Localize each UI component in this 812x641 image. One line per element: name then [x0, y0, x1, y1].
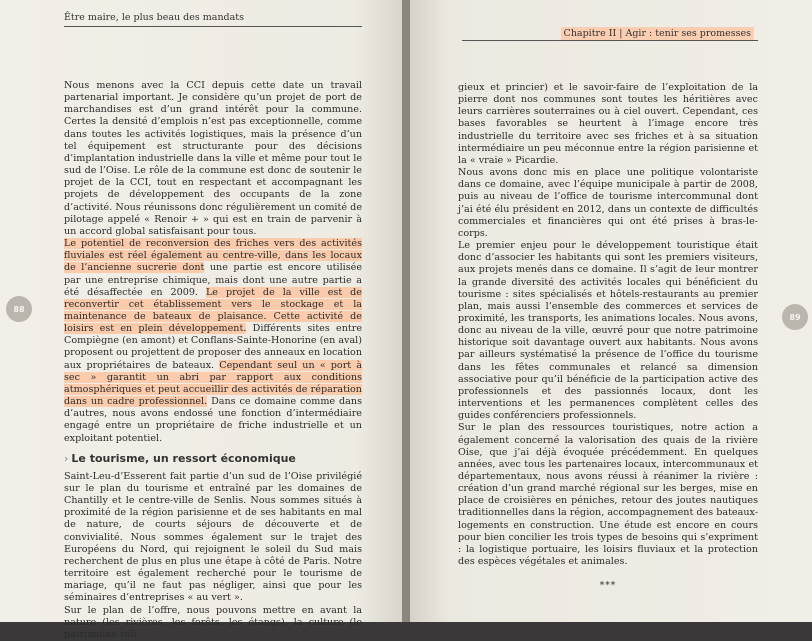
section-heading — [64, 453, 362, 465]
end-mark: *** — [599, 581, 617, 592]
paragraph-segment: une partie est encore utilisée par une entreprise chimique, mais dont une autre partie a été désaffectée en 2009. — [64, 262, 362, 298]
highlighted-segment: Le potentiel de reconversion des friches vers des activités fluviales est réel également au centre-ville, dans les locaux de l’ancienne sucrerie dont — [64, 238, 362, 274]
paragraph-cci — [64, 80, 362, 238]
paragraph-enjeu: Le premier enjeu pour le développement touristique était donc d’associer les habitants qui sont les premiers visiteurs, aux projets menés dans ce domaine. Il s’agit de leur montrer la grande diversité des activités locales qui bénéficient du tourisme : sites spécialisés et hôtels-restaurants au premier plan, mais aussi l’ensemble des commerces et services de proximité, les transports, les animations locales. Nous avons, donc au niveau de la ville, œuvré pour que notre patrimoine historique soit davantage ouvert aux habitants. Nous avons par ailleurs systématisé la présence de l’office du tourisme dans les fêtes communales et relancé sa dimension associative pour qu’il bénéficie de la participation active des professionnels et des passionnés locaux, dont les interventions et les permanences complètent celles des guides conférenciers professionnels. — [458, 240, 758, 422]
paragraph-friches — [64, 238, 362, 445]
highlighted-segment: Cependant seul un « port à sec » garantit un abri par rapport aux conditions atmosphériques et peut accueillir des activités de réparation dans un cadre professionnel. — [64, 359, 363, 408]
paragraph-ressources: Sur le plan des ressources touristiques, notre action a également concerné la valorisation des quais de la rivière Oise, que j’ai déjà évoquée précédemment. En quelques années, avec tous les partenaires locaux, intercommunaux et départementaux, nous avons réussi à réanimer la rivière : création d’un grand marché régional sur les berges, mise en place de croisières en péniches, retour des joutes nautiques traditionnelles dans la région, accompagnement des bateaux-logements en construction. Une étude est encore en cours pour bien concilier les trois types de besoins qui s’expriment : la logistique portuaire, les loisirs fluviaux et la protection des espèces végétales et animales. — [458, 422, 758, 568]
paragraph-offre: Sur le plan de l’offre, nous pouvons mettre en avant la nature (les rivières, les forêts, les étangs), la culture (le patrimoine reli- — [64, 604, 362, 640]
highlighted-segment: Le projet de la ville est de reconvertir cet établissement vers le stockage et la maintenance de bateaux de plaisance. Cette activité de loisirs est en plein développement. — [64, 286, 362, 335]
right-page — [410, 0, 812, 622]
header-rule-left — [64, 26, 362, 27]
right-page-body — [458, 82, 758, 592]
section-bullet-icon: › — [64, 451, 69, 465]
running-head-right-text: Chapitre II | Agir : tenir ses promesses — [561, 27, 754, 40]
running-head-left: Être maire, le plus beau des mandats — [64, 12, 244, 23]
paragraph-segment: Différents sites entre Compiègne (en amont) et Conflans-Sainte-Honorine (en aval) proposent ou projettent de proposer des anneaux en location aux propriétaires de bateaux. — [64, 323, 362, 371]
paragraph-saint-leu: Saint-Leu-d’Esserent fait partie d’un sud de l’Oise privilégié sur le plan du tourisme et entraîné par les domaines de Chantilly et le centre-ville de Senlis. Nous sommes situés à proximité de la région parisienne et de ses habitants en mal de nature, de courts séjours de découverte et de convivialité. Nous sommes également sur le trajet des Européens du Nord, qui rejoignent le soleil du Sud mais recherchent de plus en plus une étape à côté de Paris. Notre territoire est également recherché pour le tourisme de mariage, qu’il ne faut pas négliger, ainsi que pour les séminaires d’entreprises « au vert ». — [64, 470, 362, 604]
header-rule-right — [462, 40, 758, 41]
running-head-right — [561, 28, 754, 39]
left-page-body — [64, 80, 362, 641]
page-number-right: 89 — [782, 304, 808, 330]
paragraph-politique: Nous avons donc mis en place une politique volontariste dans ce domaine, avec l’équipe municipale à partir de 2008, puis au niveau de l’office de tourisme intercommunal dont j’ai été élu président en 2012, dans un contexte de difficultés commerciales et financières qui ont été prises à bras-le-corps. — [458, 167, 758, 239]
paragraph-segment: Dans ce domaine comme dans d’autres, nous avons endossé une fonction d’intermédiaire engagé entre un propriétaire de friche industrielle et un exploitant potentiel. — [64, 396, 362, 444]
section-title: Le tourisme, un ressort économique — [71, 451, 296, 465]
paragraph-segment: Nous menons avec la CCI depuis cette date un travail partenarial important. Je considère qu’un projet de port de marchandises est d’un grand intérêt pour la commune. Certes la densité d’emplois n’est pas exceptionnelle, comme dans toutes les activités logistiques, mais la présence d’un tel équipement est structurante pour des décisions d’implantation industrielle dans la ville et même pour tout le sud de l’Oise. Le rôle de la commune est donc de soutenir le projet de la CCI, tout en respectant et accompagnant les projets de développement des occupants de la zone d’activité. Nous réunissons donc régulièrement un comité de pilotage appelé « Renoir + » qui est en train de parvenir à un accord global satisfaisant pour tous. — [64, 80, 362, 237]
page-number-left: 88 — [6, 296, 32, 322]
paragraph-patrimoine: gieux et princier) et le savoir-faire de l’exploitation de la pierre dont nos communes sont toutes les héritières avec leurs carrières souterraines ou à ciel ouvert. Cependant, ces bases favorables se heurtent à l’image encore très industrielle du territoire avec ses friches et à sa situation intermédiaire un peu méconnue entre la région parisienne et la « vraie » Picardie. — [458, 82, 758, 166]
left-page — [0, 0, 404, 640]
